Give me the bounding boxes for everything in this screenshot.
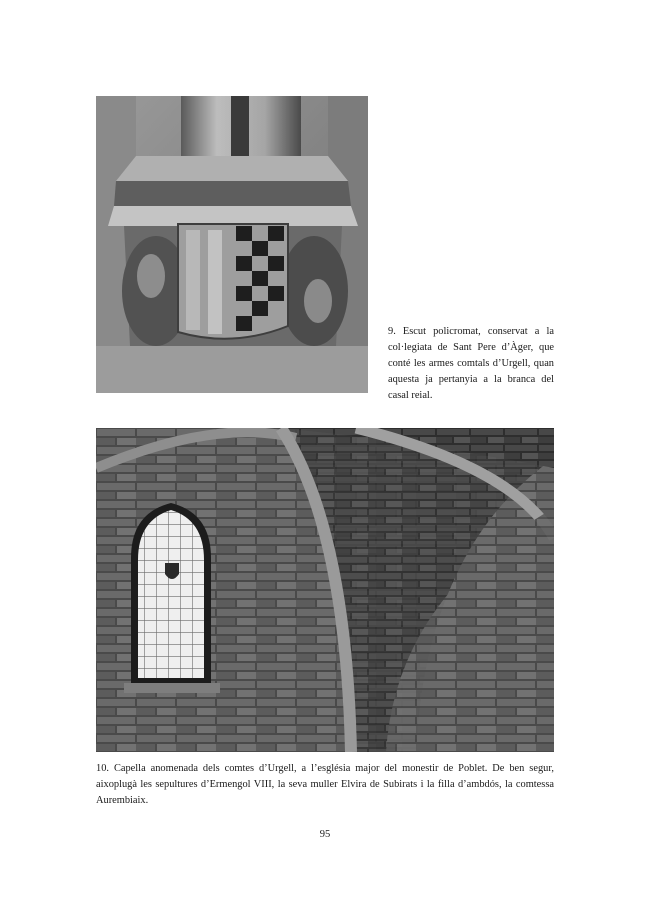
- chapel-vault-photo: [96, 428, 554, 752]
- coat-of-arms-photo: [96, 96, 368, 393]
- figure-10-caption: 10. Capella anomenada dels comtes d’Urgell, a l’església major del monestir de Poblet. De ben segur, aixoplugà les sepultures d’Ermengol VIII, la seva muller Elvira de Subirats i la filla d’ambdós, la comtessa Aurembiaix.: [96, 763, 554, 806]
- page-number: 95: [319, 829, 331, 840]
- figure-9-caption: 9. Escut policromat, conservat a la col·legiata de Sant Pere d’Àger, que conté les armes comtals d’Urgell, quan aquesta ja pertanyia a la branca del casal reial.: [388, 326, 554, 401]
